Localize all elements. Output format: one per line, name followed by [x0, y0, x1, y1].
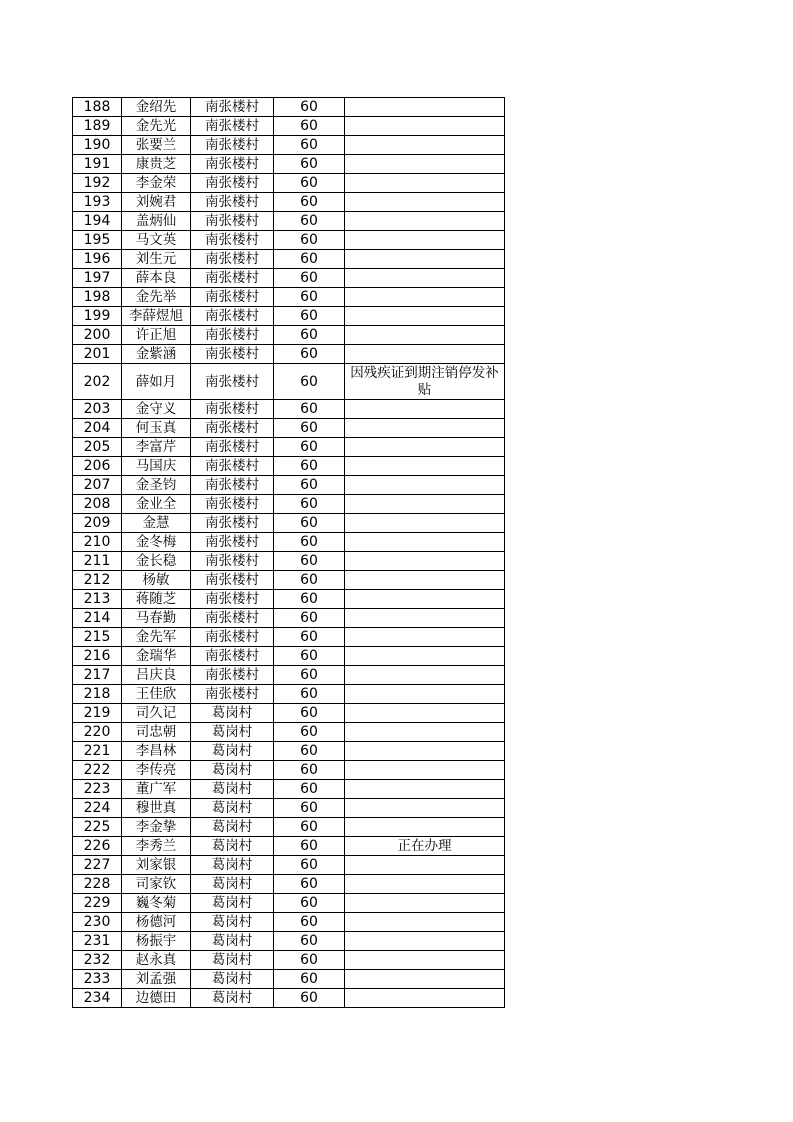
name-cell: 巍冬菊	[122, 894, 191, 913]
table-row	[73, 571, 505, 590]
amount-cell: 60	[274, 364, 345, 400]
village-cell: 南张楼村	[191, 345, 274, 364]
name-cell: 金慧	[122, 514, 191, 533]
amount-cell: 60	[274, 136, 345, 155]
note-cell	[345, 250, 505, 269]
table-row	[73, 609, 505, 628]
amount-cell: 60	[274, 742, 345, 761]
amount-cell: 60	[274, 704, 345, 723]
table-row	[73, 989, 505, 1008]
table-row	[73, 514, 505, 533]
row-number-cell: 224	[73, 799, 122, 818]
amount-cell: 60	[274, 970, 345, 989]
amount-cell: 60	[274, 514, 345, 533]
row-number-cell: 233	[73, 970, 122, 989]
row-number-cell: 192	[73, 174, 122, 193]
name-cell: 薛如月	[122, 364, 191, 400]
note-cell	[345, 345, 505, 364]
name-cell: 马春勤	[122, 609, 191, 628]
village-cell: 南张楼村	[191, 419, 274, 438]
table-row	[73, 723, 505, 742]
table-row	[73, 590, 505, 609]
name-cell: 李金挚	[122, 818, 191, 837]
note-cell	[345, 894, 505, 913]
table-row	[73, 364, 505, 400]
name-cell: 司家钦	[122, 875, 191, 894]
name-cell: 马国庆	[122, 457, 191, 476]
name-cell: 李金荣	[122, 174, 191, 193]
name-cell: 金先光	[122, 117, 191, 136]
note-cell	[345, 269, 505, 288]
name-cell: 边德田	[122, 989, 191, 1008]
village-cell: 南张楼村	[191, 552, 274, 571]
name-cell: 刘孟强	[122, 970, 191, 989]
note-cell	[345, 514, 505, 533]
table-row	[73, 552, 505, 571]
name-cell: 赵永真	[122, 951, 191, 970]
table-row	[73, 307, 505, 326]
village-cell: 葛岗村	[191, 780, 274, 799]
amount-cell: 60	[274, 269, 345, 288]
name-cell: 穆世真	[122, 799, 191, 818]
village-cell: 南张楼村	[191, 685, 274, 704]
row-number-cell: 216	[73, 647, 122, 666]
amount-cell: 60	[274, 723, 345, 742]
note-cell	[345, 761, 505, 780]
name-cell: 李薛煜旭	[122, 307, 191, 326]
amount-cell: 60	[274, 628, 345, 647]
note-cell	[345, 989, 505, 1008]
note-cell	[345, 193, 505, 212]
row-number-cell: 191	[73, 155, 122, 174]
village-cell: 南张楼村	[191, 476, 274, 495]
row-number-cell: 230	[73, 913, 122, 932]
note-cell	[345, 571, 505, 590]
village-cell: 南张楼村	[191, 400, 274, 419]
note-cell	[345, 609, 505, 628]
row-number-cell: 229	[73, 894, 122, 913]
table-row	[73, 932, 505, 951]
table-row	[73, 345, 505, 364]
note-cell	[345, 552, 505, 571]
note-cell	[345, 723, 505, 742]
village-cell: 葛岗村	[191, 704, 274, 723]
village-cell: 葛岗村	[191, 932, 274, 951]
village-cell: 南张楼村	[191, 212, 274, 231]
amount-cell: 60	[274, 476, 345, 495]
amount-cell: 60	[274, 419, 345, 438]
row-number-cell: 205	[73, 438, 122, 457]
amount-cell: 60	[274, 326, 345, 345]
table-row	[73, 136, 505, 155]
village-cell: 南张楼村	[191, 457, 274, 476]
table-row	[73, 894, 505, 913]
name-cell: 杨敏	[122, 571, 191, 590]
amount-cell: 60	[274, 913, 345, 932]
amount-cell: 60	[274, 818, 345, 837]
note-cell	[345, 476, 505, 495]
name-cell: 金圣钧	[122, 476, 191, 495]
note-cell	[345, 970, 505, 989]
village-cell: 南张楼村	[191, 495, 274, 514]
table-row	[73, 419, 505, 438]
amount-cell: 60	[274, 307, 345, 326]
table-row	[73, 875, 505, 894]
amount-cell: 60	[274, 117, 345, 136]
amount-cell: 60	[274, 932, 345, 951]
note-cell: 因残疾证到期注销停发补贴	[345, 364, 505, 400]
amount-cell: 60	[274, 345, 345, 364]
row-number-cell: 213	[73, 590, 122, 609]
row-number-cell: 211	[73, 552, 122, 571]
row-number-cell: 232	[73, 951, 122, 970]
name-cell: 董广军	[122, 780, 191, 799]
amount-cell: 60	[274, 666, 345, 685]
note-cell	[345, 288, 505, 307]
table-row	[73, 533, 505, 552]
row-number-cell: 203	[73, 400, 122, 419]
table-row	[73, 438, 505, 457]
village-cell: 葛岗村	[191, 970, 274, 989]
amount-cell: 60	[274, 590, 345, 609]
row-number-cell: 218	[73, 685, 122, 704]
village-cell: 南张楼村	[191, 326, 274, 345]
table-row	[73, 457, 505, 476]
note-cell	[345, 628, 505, 647]
amount-cell: 60	[274, 761, 345, 780]
name-cell: 司久记	[122, 704, 191, 723]
name-cell: 许正旭	[122, 326, 191, 345]
row-number-cell: 198	[73, 288, 122, 307]
village-cell: 南张楼村	[191, 571, 274, 590]
row-number-cell: 210	[73, 533, 122, 552]
name-cell: 刘婉君	[122, 193, 191, 212]
row-number-cell: 234	[73, 989, 122, 1008]
table-row	[73, 970, 505, 989]
name-cell: 李昌林	[122, 742, 191, 761]
name-cell: 司忠朝	[122, 723, 191, 742]
note-cell	[345, 98, 505, 117]
village-cell: 南张楼村	[191, 288, 274, 307]
amount-cell: 60	[274, 174, 345, 193]
subsidy-table	[72, 97, 505, 1008]
amount-cell: 60	[274, 457, 345, 476]
table-row	[73, 476, 505, 495]
row-number-cell: 225	[73, 818, 122, 837]
amount-cell: 60	[274, 98, 345, 117]
amount-cell: 60	[274, 647, 345, 666]
note-cell	[345, 212, 505, 231]
note-cell	[345, 136, 505, 155]
name-cell: 王佳欣	[122, 685, 191, 704]
village-cell: 葛岗村	[191, 913, 274, 932]
table-row	[73, 742, 505, 761]
note-cell	[345, 307, 505, 326]
table-row	[73, 818, 505, 837]
row-number-cell: 227	[73, 856, 122, 875]
table-row	[73, 231, 505, 250]
table-row	[73, 761, 505, 780]
amount-cell: 60	[274, 231, 345, 250]
note-cell	[345, 647, 505, 666]
note-cell	[345, 666, 505, 685]
name-cell: 金冬梅	[122, 533, 191, 552]
note-cell	[345, 913, 505, 932]
table-row	[73, 704, 505, 723]
amount-cell: 60	[274, 780, 345, 799]
note-cell	[345, 856, 505, 875]
name-cell: 何玉真	[122, 419, 191, 438]
note-cell	[345, 799, 505, 818]
amount-cell: 60	[274, 685, 345, 704]
table-row	[73, 628, 505, 647]
amount-cell: 60	[274, 438, 345, 457]
row-number-cell: 193	[73, 193, 122, 212]
table-row	[73, 174, 505, 193]
name-cell: 金守义	[122, 400, 191, 419]
row-number-cell: 217	[73, 666, 122, 685]
note-cell	[345, 155, 505, 174]
name-cell: 李传亮	[122, 761, 191, 780]
village-cell: 葛岗村	[191, 761, 274, 780]
village-cell: 南张楼村	[191, 647, 274, 666]
row-number-cell: 226	[73, 837, 122, 856]
village-cell: 南张楼村	[191, 155, 274, 174]
note-cell	[345, 685, 505, 704]
amount-cell: 60	[274, 875, 345, 894]
name-cell: 刘家银	[122, 856, 191, 875]
village-cell: 南张楼村	[191, 609, 274, 628]
table-body	[73, 98, 505, 1008]
table-row	[73, 326, 505, 345]
table-row	[73, 193, 505, 212]
row-number-cell: 202	[73, 364, 122, 400]
table-row	[73, 647, 505, 666]
village-cell: 南张楼村	[191, 628, 274, 647]
table-row	[73, 837, 505, 856]
village-cell: 葛岗村	[191, 875, 274, 894]
name-cell: 康贵芝	[122, 155, 191, 174]
table-row	[73, 117, 505, 136]
name-cell: 盖炳仙	[122, 212, 191, 231]
village-cell: 南张楼村	[191, 136, 274, 155]
amount-cell: 60	[274, 837, 345, 856]
table-row	[73, 799, 505, 818]
amount-cell: 60	[274, 533, 345, 552]
name-cell: 金紫涵	[122, 345, 191, 364]
row-number-cell: 196	[73, 250, 122, 269]
village-cell: 南张楼村	[191, 533, 274, 552]
name-cell: 金先举	[122, 288, 191, 307]
note-cell	[345, 818, 505, 837]
table-row	[73, 951, 505, 970]
village-cell: 南张楼村	[191, 269, 274, 288]
village-cell: 葛岗村	[191, 989, 274, 1008]
village-cell: 南张楼村	[191, 666, 274, 685]
name-cell: 金绍先	[122, 98, 191, 117]
name-cell: 张要兰	[122, 136, 191, 155]
name-cell: 金业全	[122, 495, 191, 514]
amount-cell: 60	[274, 951, 345, 970]
village-cell: 葛岗村	[191, 818, 274, 837]
note-cell	[345, 590, 505, 609]
village-cell: 葛岗村	[191, 837, 274, 856]
table-row	[73, 780, 505, 799]
note-cell	[345, 326, 505, 345]
amount-cell: 60	[274, 856, 345, 875]
name-cell: 李富芹	[122, 438, 191, 457]
note-cell	[345, 875, 505, 894]
row-number-cell: 220	[73, 723, 122, 742]
amount-cell: 60	[274, 609, 345, 628]
amount-cell: 60	[274, 894, 345, 913]
name-cell: 吕庆良	[122, 666, 191, 685]
amount-cell: 60	[274, 571, 345, 590]
amount-cell: 60	[274, 250, 345, 269]
note-cell	[345, 231, 505, 250]
amount-cell: 60	[274, 799, 345, 818]
note-cell: 正在办理	[345, 837, 505, 856]
name-cell: 金长稳	[122, 552, 191, 571]
name-cell: 杨振宇	[122, 932, 191, 951]
name-cell: 金先军	[122, 628, 191, 647]
table-row	[73, 666, 505, 685]
note-cell	[345, 419, 505, 438]
row-number-cell: 223	[73, 780, 122, 799]
village-cell: 葛岗村	[191, 799, 274, 818]
row-number-cell: 207	[73, 476, 122, 495]
name-cell: 蒋随芝	[122, 590, 191, 609]
row-number-cell: 219	[73, 704, 122, 723]
table-row	[73, 288, 505, 307]
row-number-cell: 194	[73, 212, 122, 231]
village-cell: 南张楼村	[191, 250, 274, 269]
note-cell	[345, 174, 505, 193]
village-cell: 南张楼村	[191, 514, 274, 533]
village-cell: 南张楼村	[191, 590, 274, 609]
village-cell: 南张楼村	[191, 98, 274, 117]
row-number-cell: 190	[73, 136, 122, 155]
name-cell: 刘生元	[122, 250, 191, 269]
table-row	[73, 98, 505, 117]
row-number-cell: 212	[73, 571, 122, 590]
table-row	[73, 685, 505, 704]
row-number-cell: 199	[73, 307, 122, 326]
row-number-cell: 231	[73, 932, 122, 951]
village-cell: 葛岗村	[191, 742, 274, 761]
note-cell	[345, 400, 505, 419]
note-cell	[345, 932, 505, 951]
row-number-cell: 204	[73, 419, 122, 438]
table-row	[73, 400, 505, 419]
village-cell: 南张楼村	[191, 117, 274, 136]
village-cell: 葛岗村	[191, 951, 274, 970]
row-number-cell: 200	[73, 326, 122, 345]
amount-cell: 60	[274, 288, 345, 307]
row-number-cell: 228	[73, 875, 122, 894]
note-cell	[345, 533, 505, 552]
row-number-cell: 209	[73, 514, 122, 533]
village-cell: 葛岗村	[191, 894, 274, 913]
note-cell	[345, 457, 505, 476]
village-cell: 南张楼村	[191, 174, 274, 193]
row-number-cell: 208	[73, 495, 122, 514]
note-cell	[345, 495, 505, 514]
village-cell: 南张楼村	[191, 364, 274, 400]
table-row	[73, 495, 505, 514]
row-number-cell: 221	[73, 742, 122, 761]
note-cell	[345, 951, 505, 970]
village-cell: 南张楼村	[191, 307, 274, 326]
table-row	[73, 250, 505, 269]
row-number-cell: 195	[73, 231, 122, 250]
table-row	[73, 269, 505, 288]
table-row	[73, 155, 505, 174]
village-cell: 葛岗村	[191, 856, 274, 875]
row-number-cell: 214	[73, 609, 122, 628]
village-cell: 南张楼村	[191, 438, 274, 457]
amount-cell: 60	[274, 193, 345, 212]
note-cell	[345, 742, 505, 761]
village-cell: 葛岗村	[191, 723, 274, 742]
village-cell: 南张楼村	[191, 231, 274, 250]
note-cell	[345, 780, 505, 799]
village-cell: 南张楼村	[191, 193, 274, 212]
row-number-cell: 222	[73, 761, 122, 780]
name-cell: 李秀兰	[122, 837, 191, 856]
row-number-cell: 201	[73, 345, 122, 364]
name-cell: 马文英	[122, 231, 191, 250]
note-cell	[345, 117, 505, 136]
row-number-cell: 189	[73, 117, 122, 136]
amount-cell: 60	[274, 155, 345, 174]
amount-cell: 60	[274, 212, 345, 231]
table-row	[73, 856, 505, 875]
note-cell	[345, 438, 505, 457]
table-row	[73, 913, 505, 932]
table-row	[73, 212, 505, 231]
name-cell: 金瑞华	[122, 647, 191, 666]
amount-cell: 60	[274, 989, 345, 1008]
amount-cell: 60	[274, 495, 345, 514]
note-cell	[345, 704, 505, 723]
name-cell: 杨德河	[122, 913, 191, 932]
row-number-cell: 215	[73, 628, 122, 647]
name-cell: 薛本良	[122, 269, 191, 288]
row-number-cell: 206	[73, 457, 122, 476]
row-number-cell: 188	[73, 98, 122, 117]
amount-cell: 60	[274, 400, 345, 419]
row-number-cell: 197	[73, 269, 122, 288]
amount-cell: 60	[274, 552, 345, 571]
